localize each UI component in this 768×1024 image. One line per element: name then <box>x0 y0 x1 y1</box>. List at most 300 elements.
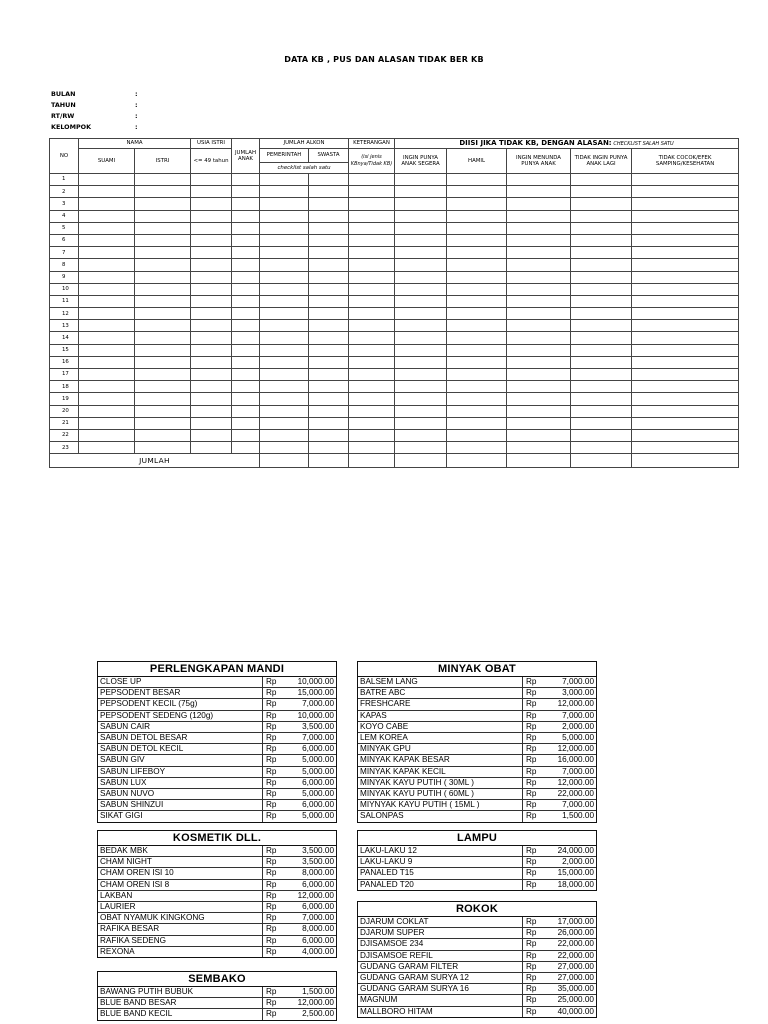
item-price: 12,000.00 <box>280 890 336 901</box>
currency: Rp <box>263 677 281 688</box>
item-name: BLUE BAND KECIL <box>98 1009 263 1020</box>
col-hamil: HAMIL <box>447 149 507 174</box>
col-keterangan-note <box>349 149 395 174</box>
table-cell <box>135 198 191 210</box>
table-cell <box>395 198 447 210</box>
price-row <box>358 1006 596 1017</box>
table-cell <box>349 198 395 210</box>
table-row <box>50 442 739 454</box>
item-name: LAKBAN <box>98 890 263 901</box>
row-number: 2 <box>50 186 79 198</box>
table-cell <box>349 283 395 295</box>
item-price: 4,000.00 <box>302 946 334 956</box>
table-cell <box>309 381 349 393</box>
currency: Rp <box>523 710 541 721</box>
price-row <box>358 755 596 766</box>
table-cell <box>79 429 135 441</box>
table-cell <box>395 356 447 368</box>
table-cell <box>135 356 191 368</box>
table-cell <box>632 234 739 246</box>
table-cell <box>260 393 309 405</box>
table-row <box>50 344 739 356</box>
table-cell <box>395 442 447 454</box>
table-cell <box>395 320 447 332</box>
table-cell <box>571 259 632 271</box>
table-cell <box>232 369 260 381</box>
item-price: 35,000.00 <box>540 984 596 995</box>
table-cell <box>447 369 507 381</box>
price-row <box>98 879 336 890</box>
price-row <box>358 800 596 811</box>
table-cell <box>79 417 135 429</box>
table-row <box>50 356 739 368</box>
table-cell <box>571 369 632 381</box>
table-cell <box>571 234 632 246</box>
item-price: 7,000.00 <box>280 699 336 710</box>
table-cell <box>191 417 232 429</box>
currency: Rp <box>523 939 541 950</box>
table-cell <box>395 247 447 259</box>
price-row <box>98 777 336 788</box>
col-keterangan: KETERANGAN <box>349 139 395 149</box>
table-cell <box>135 417 191 429</box>
price-row <box>98 688 336 699</box>
row-number: 17 <box>50 369 79 381</box>
currency: Rp <box>263 987 281 998</box>
item-price: 7,000.00 <box>540 800 596 811</box>
table-cell <box>191 295 232 307</box>
keterangan-note: (isi jenis KBnya/Tidak KB) <box>350 154 393 167</box>
item-price: 7,000.00 <box>540 766 596 777</box>
table-cell <box>571 186 632 198</box>
currency: Rp <box>263 789 281 800</box>
table-cell <box>232 417 260 429</box>
table-cell <box>632 320 739 332</box>
table-cell <box>349 356 395 368</box>
table-cell <box>260 369 309 381</box>
price-list-title: LAMPU <box>358 831 596 846</box>
table-cell <box>571 356 632 368</box>
table-cell <box>135 332 191 344</box>
table-cell <box>447 356 507 368</box>
item-name: MAGNUM <box>358 995 523 1006</box>
currency: Rp <box>523 744 541 755</box>
price-row <box>358 677 596 688</box>
price-row <box>98 800 336 811</box>
price-row <box>98 998 336 1009</box>
price-row <box>98 846 336 857</box>
item-name: PEPSODENT SEDENG (120g) <box>98 710 263 721</box>
table-cell <box>79 283 135 295</box>
table-cell <box>135 295 191 307</box>
table-row <box>50 234 739 246</box>
table-row <box>50 295 739 307</box>
item-name: MINYAK KAYU PUTIH ( 60ML ) <box>358 789 523 800</box>
currency: Rp <box>523 846 541 857</box>
price-list-rokok <box>357 901 597 1018</box>
table-cell <box>632 210 739 222</box>
table-cell <box>507 454 571 468</box>
table-cell <box>135 247 191 259</box>
table-cell <box>191 429 232 441</box>
table-cell <box>309 283 349 295</box>
table-cell <box>135 210 191 222</box>
table-cell <box>395 271 447 283</box>
price-row <box>98 1009 336 1020</box>
currency: Rp <box>263 857 281 868</box>
field-bulan <box>51 88 138 99</box>
currency: Rp <box>266 811 277 821</box>
field-kelompok <box>51 121 138 132</box>
item-name: KOYO CABE <box>358 721 523 732</box>
currency: Rp <box>263 935 281 946</box>
table-row <box>50 369 739 381</box>
table-cell <box>632 271 739 283</box>
checklist-note: checklist salah satu <box>260 163 349 174</box>
table-cell <box>309 417 349 429</box>
currency: Rp <box>263 924 281 935</box>
col-jumlah-alkon: JUMLAH ALKON <box>260 139 349 149</box>
table-cell <box>260 234 309 246</box>
table-cell <box>309 356 349 368</box>
row-number: 23 <box>50 442 79 454</box>
table-cell <box>309 259 349 271</box>
currency: Rp <box>263 846 281 857</box>
item-price: 3,500.00 <box>280 846 336 857</box>
currency: Rp <box>523 917 541 928</box>
price-row <box>358 973 596 984</box>
table-cell <box>135 283 191 295</box>
table-cell <box>309 429 349 441</box>
table-cell <box>135 234 191 246</box>
price-row <box>98 766 336 777</box>
item-price: 6,000.00 <box>280 935 336 946</box>
table-cell <box>632 259 739 271</box>
price-list-lampu <box>357 830 597 891</box>
table-cell <box>232 332 260 344</box>
item-name: RAFIKA BESAR <box>98 924 263 935</box>
field-label: TAHUN <box>51 100 76 109</box>
item-name: DJISAMSOE REFIL <box>358 950 523 961</box>
table-cell <box>571 210 632 222</box>
table-cell <box>349 454 395 468</box>
alasan-title: DIISI JIKA TIDAK KB, DENGAN ALASAN: <box>459 139 612 148</box>
table-cell <box>447 393 507 405</box>
table-cell <box>79 198 135 210</box>
table-cell <box>191 186 232 198</box>
table-cell <box>79 174 135 186</box>
currency: Rp <box>523 950 541 961</box>
table-cell <box>571 247 632 259</box>
table-cell <box>232 174 260 186</box>
table-cell <box>309 405 349 417</box>
table-cell <box>191 283 232 295</box>
item-price: 12,000.00 <box>540 777 596 788</box>
price-row <box>98 677 336 688</box>
table-cell <box>232 295 260 307</box>
item-price: 24,000.00 <box>540 846 596 857</box>
item-name: CHAM OREN ISI 8 <box>98 879 263 890</box>
table-cell <box>135 222 191 234</box>
table-cell <box>632 369 739 381</box>
price-row <box>98 913 336 924</box>
col-swasta: SWASTA <box>309 149 349 163</box>
table-cell <box>571 222 632 234</box>
table-cell <box>309 344 349 356</box>
table-cell <box>349 344 395 356</box>
table-cell <box>571 405 632 417</box>
table-cell <box>395 393 447 405</box>
item-price: 5,000.00 <box>302 811 334 821</box>
item-name: GUDANG GARAM FILTER <box>358 961 523 972</box>
table-cell <box>395 259 447 271</box>
table-cell <box>349 405 395 417</box>
table-cell <box>309 308 349 320</box>
item-price: 7,000.00 <box>540 677 596 688</box>
table-cell <box>571 442 632 454</box>
price-row <box>358 917 596 928</box>
item-name: MIYNYAK KAYU PUTIH ( 15ML ) <box>358 800 523 811</box>
table-row <box>50 417 739 429</box>
table-cell <box>507 283 571 295</box>
table-cell <box>135 442 191 454</box>
item-price: 17,000.00 <box>540 917 596 928</box>
table-cell <box>79 234 135 246</box>
table-cell <box>632 283 739 295</box>
col-usia-istri: USIA ISTRI <box>191 139 232 149</box>
table-cell <box>447 442 507 454</box>
table-cell <box>260 417 309 429</box>
table-cell <box>309 247 349 259</box>
field-label: RT/RW <box>51 111 75 120</box>
item-name: LAKU-LAKU 12 <box>358 846 523 857</box>
table-cell <box>232 222 260 234</box>
price-row <box>98 811 336 822</box>
table-cell <box>135 186 191 198</box>
price-row <box>358 950 596 961</box>
table-cell <box>191 259 232 271</box>
table-cell <box>507 186 571 198</box>
table-row <box>50 320 739 332</box>
header-row-2 <box>50 149 739 163</box>
table-cell <box>349 271 395 283</box>
item-price: 10,000.00 <box>280 677 336 688</box>
table-cell <box>447 259 507 271</box>
price-row <box>98 935 336 946</box>
price-table <box>358 846 596 890</box>
table-cell <box>571 344 632 356</box>
table-cell <box>349 308 395 320</box>
item-price: 5,000.00 <box>280 789 336 800</box>
table-cell <box>135 308 191 320</box>
price-row <box>358 777 596 788</box>
row-number: 22 <box>50 429 79 441</box>
table-cell <box>571 271 632 283</box>
table-cell <box>309 198 349 210</box>
table-cell <box>191 308 232 320</box>
currency: Rp <box>263 733 281 744</box>
table-cell <box>309 174 349 186</box>
row-number: 7 <box>50 247 79 259</box>
field-tahun <box>51 99 138 110</box>
table-cell <box>349 186 395 198</box>
item-name: RAFIKA SEDENG <box>98 935 263 946</box>
price-row <box>98 902 336 913</box>
item-name: CHAM NIGHT <box>98 857 263 868</box>
table-row <box>50 174 739 186</box>
table-cell <box>632 442 739 454</box>
row-number: 20 <box>50 405 79 417</box>
table-cell <box>79 393 135 405</box>
table-cell <box>507 198 571 210</box>
table-cell <box>232 271 260 283</box>
col-alasan <box>395 139 739 149</box>
item-name: MINYAK KAYU PUTIH ( 30ML ) <box>358 777 523 788</box>
table-cell <box>191 271 232 283</box>
item-name: KAPAS <box>358 710 523 721</box>
table-cell <box>260 454 309 468</box>
item-name: BLUE BAND BESAR <box>98 998 263 1009</box>
table-row <box>50 283 739 295</box>
item-name: BEDAK MBK <box>98 846 263 857</box>
price-list-title: PERLENGKAPAN MANDI <box>98 662 336 677</box>
table-cell <box>260 356 309 368</box>
table-cell <box>232 356 260 368</box>
price-row <box>98 789 336 800</box>
col-istri: ISTRI <box>135 149 191 174</box>
item-name: LAKU-LAKU 9 <box>358 857 523 868</box>
table-cell <box>309 186 349 198</box>
item-price: 3,500.00 <box>280 721 336 732</box>
table-cell <box>571 332 632 344</box>
price-row <box>358 710 596 721</box>
row-number: 8 <box>50 259 79 271</box>
table-cell <box>507 381 571 393</box>
currency: Rp <box>263 699 281 710</box>
table-cell <box>232 210 260 222</box>
field-label: KELOMPOK <box>51 122 92 131</box>
item-name: SABUN DETOL BESAR <box>98 733 263 744</box>
table-cell <box>395 344 447 356</box>
item-price: 5,000.00 <box>280 766 336 777</box>
table-cell <box>135 259 191 271</box>
currency: Rp <box>523 699 541 710</box>
currency: Rp <box>263 710 281 721</box>
col-ingin-menunda: INGIN MENUNDA PUNYA ANAK <box>507 149 571 174</box>
item-name: CHAM OREN ISI 10 <box>98 868 263 879</box>
currency: Rp <box>523 995 541 1006</box>
table-row <box>50 393 739 405</box>
table-cell <box>395 210 447 222</box>
table-row <box>50 259 739 271</box>
item-name: BAWANG PUTIH BUBUK <box>98 987 263 998</box>
item-name: MALLBORO HITAM <box>358 1006 523 1017</box>
table-cell <box>507 210 571 222</box>
table-cell <box>507 295 571 307</box>
item-price: 18,000.00 <box>557 879 594 889</box>
item-name: DJISAMSOE 234 <box>358 939 523 950</box>
price-row <box>358 879 596 890</box>
price-row <box>98 744 336 755</box>
row-number: 5 <box>50 222 79 234</box>
item-name: SABUN DETOL KECIL <box>98 744 263 755</box>
table-row <box>50 247 739 259</box>
currency: Rp <box>523 789 541 800</box>
price-row <box>358 846 596 857</box>
price-table <box>358 917 596 1017</box>
table-cell <box>632 417 739 429</box>
table-cell <box>260 332 309 344</box>
table-cell <box>395 369 447 381</box>
table-cell <box>232 344 260 356</box>
table-cell <box>260 344 309 356</box>
table-cell <box>232 405 260 417</box>
item-name: CLOSE UP <box>98 677 263 688</box>
item-price: 1,500.00 <box>562 811 594 821</box>
table-cell <box>260 283 309 295</box>
field-separator: : <box>135 89 138 98</box>
table-cell <box>349 332 395 344</box>
table-cell <box>232 308 260 320</box>
table-cell <box>79 369 135 381</box>
table-cell <box>571 417 632 429</box>
table-cell <box>309 295 349 307</box>
item-price: 22,000.00 <box>540 789 596 800</box>
item-name: DJARUM COKLAT <box>358 917 523 928</box>
col-nama: NAMA <box>79 139 191 149</box>
table-cell <box>395 283 447 295</box>
item-name: SALONPAS <box>358 811 523 822</box>
currency: Rp <box>263 913 281 924</box>
item-price: 3,500.00 <box>280 857 336 868</box>
currency: Rp <box>263 890 281 901</box>
table-row <box>50 405 739 417</box>
item-price: 27,000.00 <box>540 973 596 984</box>
row-number: 19 <box>50 393 79 405</box>
item-price: 22,000.00 <box>540 939 596 950</box>
table-row <box>50 332 739 344</box>
alasan-note: CHECKLIST SALAH SATU <box>613 141 674 148</box>
table-cell <box>447 332 507 344</box>
price-list-title: SEMBAKO <box>98 972 336 987</box>
table-cell <box>135 429 191 441</box>
currency: Rp <box>263 721 281 732</box>
header-row-1 <box>50 139 739 149</box>
field-separator: : <box>135 100 138 109</box>
item-name: LAURIER <box>98 902 263 913</box>
table-cell <box>507 247 571 259</box>
form-title: DATA KB , PUS DAN ALASAN TIDAK BER KB <box>284 55 484 64</box>
currency: Rp <box>523 777 541 788</box>
item-price: 7,000.00 <box>280 913 336 924</box>
table-cell <box>507 429 571 441</box>
table-row <box>50 429 739 441</box>
item-price: 6,000.00 <box>280 879 336 890</box>
table-row <box>50 222 739 234</box>
table-cell <box>260 308 309 320</box>
price-table <box>358 677 596 822</box>
item-name: MINYAK KAPAK BESAR <box>358 755 523 766</box>
row-number: 1 <box>50 174 79 186</box>
table-cell <box>507 344 571 356</box>
table-cell <box>571 295 632 307</box>
table-cell <box>260 247 309 259</box>
item-price: 2,000.00 <box>540 721 596 732</box>
field-rtrw <box>51 110 138 121</box>
item-price: 22,000.00 <box>540 950 596 961</box>
table-cell <box>135 405 191 417</box>
item-name: PEPSODENT KECIL (75g) <box>98 699 263 710</box>
